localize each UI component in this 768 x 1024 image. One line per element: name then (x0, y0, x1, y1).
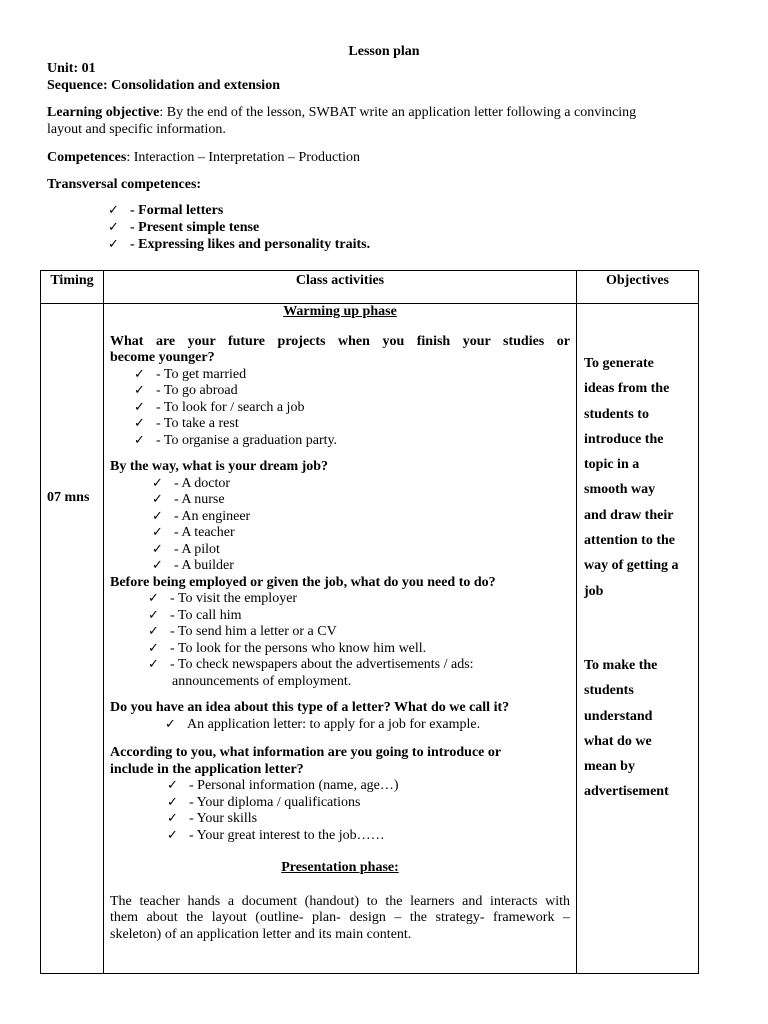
question-future-projects: What are your future projects when you finish your studies or become younger? (110, 333, 570, 365)
unit-label: Unit: 01 (47, 61, 96, 76)
check-icon: ✓ (167, 811, 178, 826)
list-item: ✓ - To organise a graduation party. (134, 432, 338, 448)
check-icon: ✓ (148, 624, 159, 639)
list-item: ✓ - A doctor (152, 475, 230, 491)
list-item: ✓ - Your great interest to the job…… (167, 827, 385, 843)
list-item: ✓ - Your skills (167, 811, 258, 826)
table-header-row (41, 271, 699, 304)
check-icon: ✓ (108, 220, 119, 235)
check-icon: ✓ (152, 508, 163, 524)
competences (47, 150, 707, 167)
list-item: ✓ - To go abroad (134, 383, 238, 398)
activities-content (104, 304, 576, 943)
timing-value: 07 mns (47, 490, 90, 505)
learning-objective-label: Learning objective (47, 105, 160, 120)
list-item: ✓ - To look for the persons who know him well. (148, 640, 427, 656)
question-dream-job: By the way, what is your dream job? (110, 459, 329, 474)
list-item: ✓ - To take a rest (134, 416, 239, 431)
check-icon: ✓ (148, 640, 159, 656)
list-item: ✓ - To send him a letter or a CV (148, 624, 337, 639)
question-before-employed: Before being employed or given the job, what do you need to do? (110, 574, 496, 590)
answer-list (110, 367, 570, 450)
question-letter-type: Do you have an idea about this type of a letter? What do we call it? (110, 700, 510, 715)
list-item: ✓ - Your diploma / qualifications (167, 794, 361, 810)
list-item: ✓ - To visit the employer (148, 591, 298, 606)
transversal-item: ✓ - Present simple tense (108, 220, 260, 235)
check-icon: ✓ (167, 794, 178, 810)
list-item: ✓ - To get married (134, 366, 247, 382)
list-item: ✓ - To look for / search a job (134, 399, 305, 415)
activities-cell (104, 304, 577, 974)
list-item: ✓ - To check newspapers about the advertisements / ads: (148, 657, 474, 672)
list-item: ✓ - A teacher (152, 525, 235, 540)
list-item: ✓ - A nurse (152, 492, 225, 507)
check-icon: ✓ (134, 399, 145, 415)
check-icon: ✓ (152, 492, 163, 507)
transversal-competences-label: Transversal competences: (47, 177, 202, 192)
transversal-item: ✓ - Expressing likes and personality traits. (108, 237, 371, 252)
list-item: ✓ - A pilot (152, 541, 220, 557)
lesson-table (40, 270, 699, 974)
check-icon: ✓ (108, 237, 119, 252)
check-icon: ✓ (152, 558, 163, 573)
page-title: Lesson plan (348, 44, 420, 59)
timing-header: Timing (41, 271, 104, 304)
list-item-continuation: announcements of employment. (172, 673, 352, 689)
timing-cell (41, 304, 104, 974)
learning-objective-text-2: layout and specific information. (47, 121, 226, 137)
objective-generate-ideas: To generate ideas from the students to introduce the topic in a smooth way and draw their attention to the way of getting a job (584, 356, 679, 599)
table-row (41, 304, 699, 974)
objectives-header: Objectives (577, 271, 699, 304)
check-icon: ✓ (134, 383, 145, 398)
warming-up-heading: Warming up phase (283, 304, 397, 319)
check-icon: ✓ (152, 541, 163, 557)
objective-understand-advertisement: To make the students understand what do we mean by advertisement (584, 657, 669, 800)
learning-objective-text: : By the end of the lesson, SWBAT write an application letter following a convincing (159, 105, 637, 120)
list-item: ✓ - Personal information (name, age…) (167, 778, 399, 793)
check-icon: ✓ (167, 778, 178, 793)
list-item: ✓ An application letter: to apply for a job for example. (165, 716, 481, 732)
competences-text: : Interaction – Interpretation – Production (126, 150, 360, 165)
question-information: According to you, what information are you going to introduce or include in the application letter? (110, 745, 502, 777)
list-item: ✓ - An engineer (152, 508, 251, 524)
check-icon: ✓ (134, 432, 145, 448)
check-icon: ✓ (148, 591, 159, 606)
objectives-cell (577, 304, 699, 974)
check-icon: ✓ (148, 657, 159, 672)
learning-objective (47, 105, 707, 138)
answer-list (110, 591, 570, 690)
check-icon: ✓ (134, 366, 145, 382)
check-icon: ✓ (108, 203, 119, 218)
transversal-item: ✓ - Formal letters (108, 203, 224, 218)
check-icon: ✓ (165, 716, 176, 732)
check-icon: ✓ (152, 475, 163, 491)
check-icon: ✓ (148, 607, 159, 623)
handout-paragraph: The teacher hands a document (handout) to the learners and interacts with them about the layout (outline- plan- design – the strategy- framework – skeleton) of an application letter and its main content. (110, 893, 570, 942)
presentation-heading: Presentation phase: (281, 860, 399, 875)
answer-list (110, 717, 570, 734)
check-icon: ✓ (134, 416, 145, 431)
list-item: ✓ - A builder (152, 558, 234, 573)
check-icon: ✓ (152, 525, 163, 540)
class-activities-header: Class activities (104, 271, 577, 304)
competences-label: Competences (47, 150, 127, 165)
list-item: ✓ - To call him (148, 607, 242, 623)
sequence-label: Sequence: Consolidation and extension (47, 78, 280, 93)
answer-list (110, 778, 570, 844)
answer-list (110, 476, 570, 575)
check-icon: ✓ (167, 827, 178, 843)
